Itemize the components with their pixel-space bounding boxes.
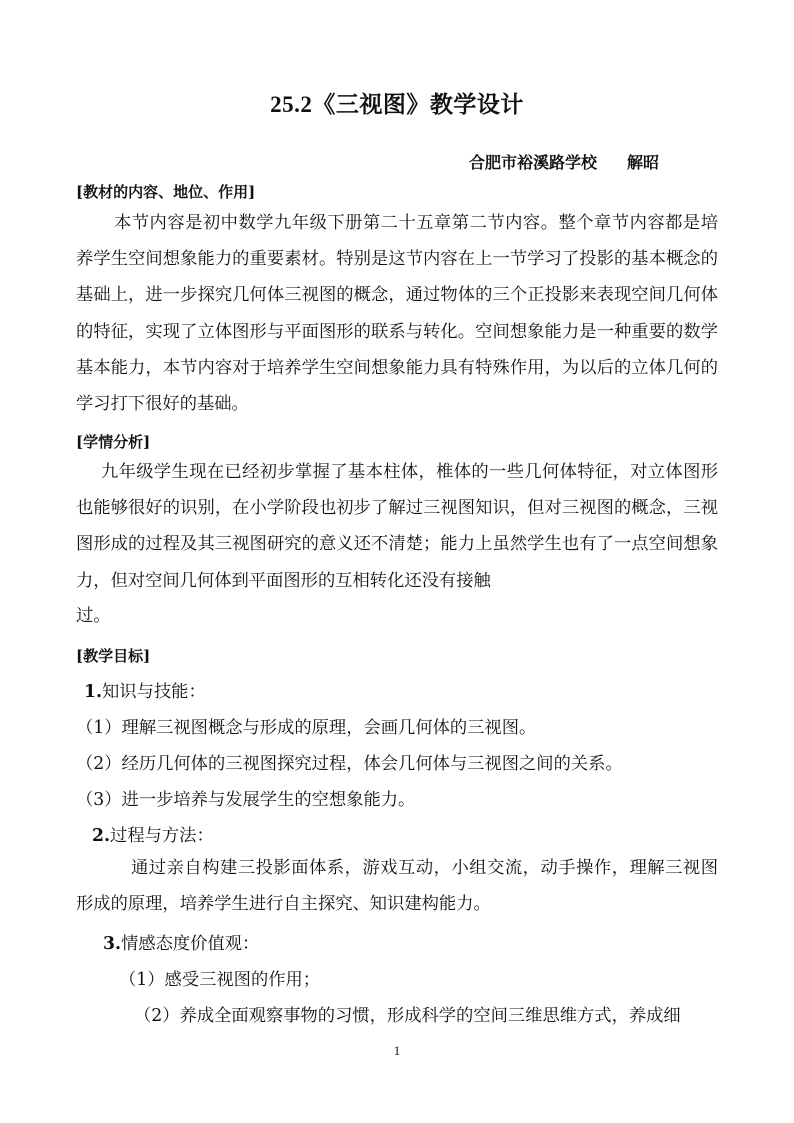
page-number: 1: [393, 1043, 401, 1058]
goal-knowledge-item: （2）经历几何体的三视图探究过程，体会几何体与三视图之间的关系。: [76, 754, 623, 774]
document-title: 25.2《三视图》教学设计: [270, 92, 524, 117]
paragraph-textbook: 本节内容是初中数学九年级下册第二十五章第二节内容。整个章节内容都是培养学生空间想象能力的重要素材。特别是这节内容在上一节学习了投影的基本概念的基础上，进一步探究几何体三视图的概念，通过物体的三个正投影来表现空间几何体的特征，实现了立体图形与平面图形的联系与转化。空间想象能力是一种重要的数学基本能力，本节内容对于培养学生空间想象能力具有特殊作用，为以后的立体几何的学习打下很好的基础。: [76, 213, 718, 415]
goal-process-heading: [92, 821, 214, 846]
goal-knowledge-label: 知识与技能：: [102, 682, 206, 702]
paragraph-students-tail: 过。: [76, 606, 111, 626]
goal-process-label: 过程与方法：: [110, 826, 214, 846]
goal-attitude-heading: [103, 929, 259, 954]
school-name: 合肥市裕溪路学校: [469, 153, 598, 172]
goal-process-number: 2.: [92, 826, 111, 846]
goal-knowledge-heading: [84, 677, 206, 702]
goal-knowledge-number: 1.: [84, 682, 103, 702]
paragraph-students: 九年级学生现在已经初步掌握了基本柱体，椎体的一些几何体特征，对立体图形也能够很好的识别，在小学阶段也初步了解过三视图知识，但对三视图的概念，三视图形成的过程及其三视图研究的意义还不清楚；能力上虽然学生也有了一点空间想象力，但对空间几何体到平面图形的互相转化还没有接触: [76, 462, 718, 591]
goal-process-paragraph: 通过亲自构建三投影面体系，游戏互动，小组交流，动手操作，理解三视图形成的原理，培养学生进行自主探究、知识建构能力。: [76, 858, 718, 915]
goal-attitude-item: （2）养成全面观察事物的习惯，形成科学的空间三维思维方式，养成细: [134, 1006, 681, 1026]
goal-attitude-label: 情感态度价值观：: [121, 934, 260, 954]
author-line: [469, 150, 659, 173]
section-heading-textbook: [教材的内容、地位、作用]: [76, 183, 256, 201]
section-heading-goals: [教学目标]: [76, 647, 151, 665]
author-name: 解昭: [627, 153, 660, 172]
goal-knowledge-item: （1）理解三视图概念与形成的原理，会画几何体的三视图。: [76, 718, 537, 738]
section-heading-students: [学情分析]: [76, 433, 151, 451]
goal-attitude-number: 3.: [103, 934, 122, 954]
goal-knowledge-item: （3）进一步培养与发展学生的空想象能力。: [76, 790, 416, 810]
goal-attitude-item: （1）感受三视图的作用；: [119, 970, 321, 990]
